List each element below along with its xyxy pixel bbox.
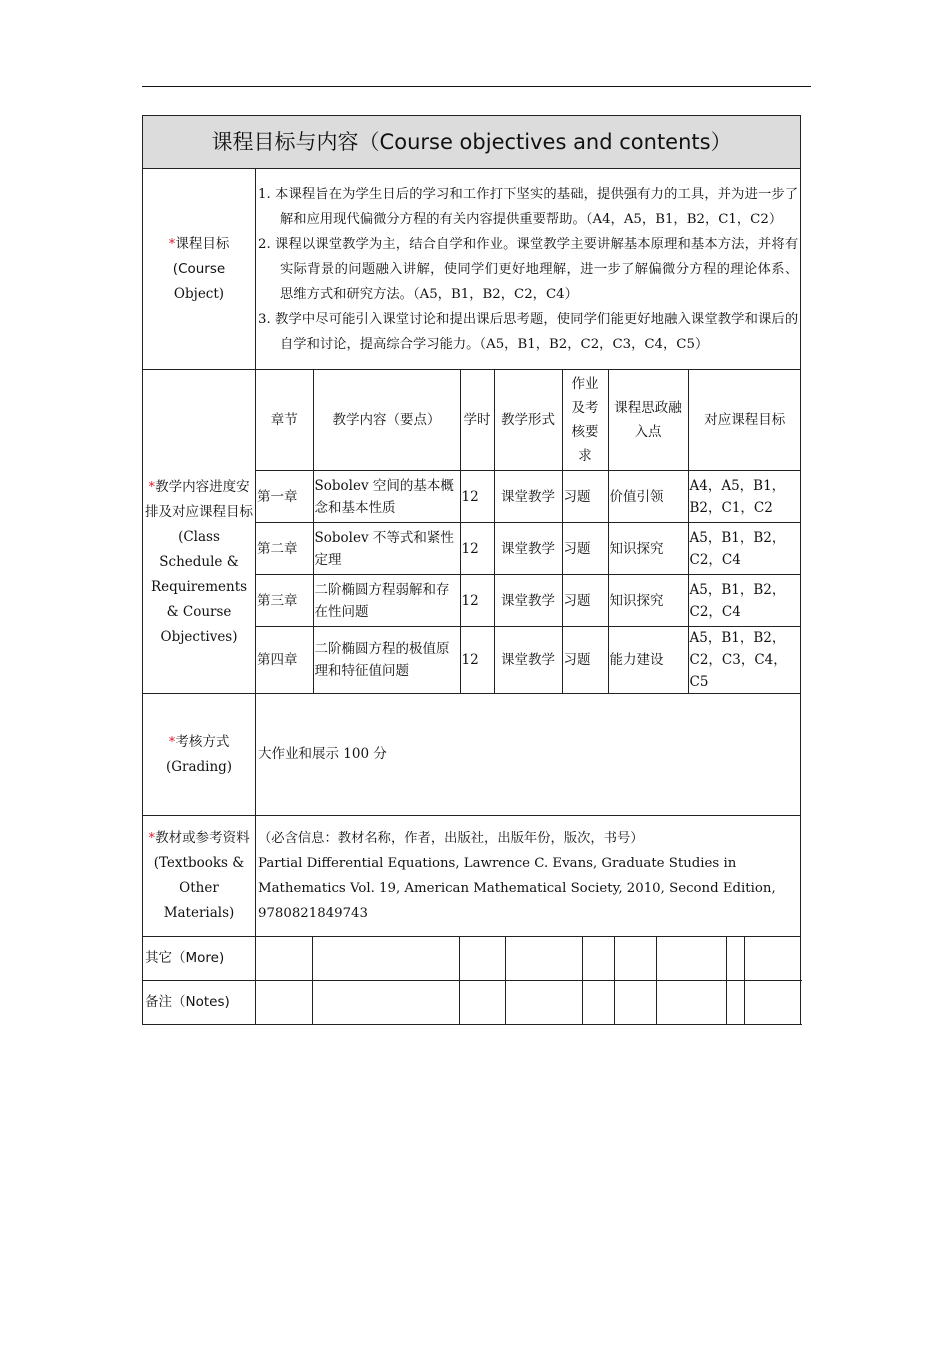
grading-label-cn: 考核方式 — [175, 733, 230, 750]
schedule-label-en: (Class Schedule & Requirements & Course Objectives) — [150, 529, 248, 645]
more-cell — [583, 937, 615, 981]
chapter-cell: 第二章 — [256, 523, 313, 575]
more-label: 其它（More) — [143, 937, 256, 981]
more-cell — [745, 937, 801, 981]
assessment-cell: 习题 — [562, 575, 608, 627]
table-row — [256, 575, 801, 627]
ideology-cell: 能力建设 — [608, 627, 688, 694]
hours-cell: 12 — [460, 627, 494, 694]
chapter-cell: 第四章 — [256, 627, 313, 694]
notes-cell — [657, 981, 727, 1025]
grading-label — [143, 694, 256, 816]
schedule-label-cn: 教学内容进度安排及对应课程目标 — [145, 479, 253, 520]
hours-cell: 12 — [460, 575, 494, 627]
objective-item-3: 3. 教学中尽可能引入课堂讨论和提出课后思考题，使同学们能更好地融入课堂教学和课后的自学和讨论，提高综合学习能力。（A5，B1，B2，C2，C3，C4，C5） — [258, 311, 799, 352]
table-row — [256, 627, 801, 694]
content-cell: 二阶椭圆方程弱解和存在性问题 — [313, 575, 460, 627]
section-title-text: 课程目标与内容（Course objectives and contents） — [211, 129, 732, 154]
content-cell: 二阶椭圆方程的极值原理和特征值问题 — [313, 627, 460, 694]
assessment-cell: 习题 — [562, 523, 608, 575]
more-cell — [657, 937, 727, 981]
assessment-cell: 习题 — [562, 471, 608, 523]
notes-cell — [615, 981, 657, 1025]
assessment-cell: 习题 — [562, 627, 608, 694]
ideology-cell: 知识探究 — [608, 575, 688, 627]
schedule-label — [143, 370, 256, 694]
textbooks-content — [256, 816, 801, 937]
textbooks-label-cn: 教材或参考资料 — [155, 830, 250, 846]
header-objectives: 对应课程目标 — [688, 370, 801, 471]
table-row — [256, 523, 801, 575]
form-cell: 课堂教学 — [494, 523, 562, 575]
more-cell — [313, 937, 460, 981]
header-rule — [142, 86, 811, 87]
header-chapter: 章节 — [256, 370, 313, 471]
objectives-label-en: Object) — [173, 285, 225, 302]
textbooks-reference: Partial Differential Equations, Lawrence C. Evans, Graduate Studies in Mathematics Vol. 19, American Mathematical Society, 2010, Second Edition, 9780821849743 — [258, 856, 776, 921]
schedule-table-cell — [256, 370, 801, 694]
content-cell: Sobolev 不等式和紧性定理 — [313, 523, 460, 575]
objectives-content — [256, 169, 801, 370]
textbooks-required-info: （必含信息：教材名称，作者，出版社，出版年份，版次，书号） — [258, 831, 644, 846]
course-table — [142, 115, 801, 1025]
objective-codes-cell: A4，A5，B1，B2，C1，C2 — [688, 471, 801, 523]
notes-label: 备注（Notes) — [143, 981, 256, 1025]
table-row — [256, 471, 801, 523]
hours-cell: 12 — [460, 523, 494, 575]
header-content: 教学内容（要点） — [313, 370, 460, 471]
ideology-cell: 价值引领 — [608, 471, 688, 523]
chapter-cell: 第三章 — [256, 575, 313, 627]
grading-label-en: (Grading) — [165, 758, 233, 775]
notes-cell — [460, 981, 506, 1025]
objectives-label — [143, 169, 256, 370]
notes-cell — [313, 981, 460, 1025]
schedule-table — [256, 370, 801, 693]
objective-item-1: 1. 本课程旨在为学生日后的学习和工作打下坚实的基础，提供强有力的工具，并为进一步了解和应用现代偏微分方程的有关内容提供重要帮助。（A4，A5，B1，B2，C1，C2） — [258, 186, 799, 227]
form-cell: 课堂教学 — [494, 575, 562, 627]
notes-cell — [583, 981, 615, 1025]
notes-cell — [506, 981, 583, 1025]
more-cell — [460, 937, 506, 981]
more-cell — [256, 937, 313, 981]
chapter-cell: 第一章 — [256, 471, 313, 523]
header-ideology: 课程思政融入点 — [608, 370, 688, 471]
textbooks-label-en: (Textbooks & Other Materials) — [153, 855, 245, 921]
section-title — [143, 116, 801, 169]
header-hours: 学时 — [460, 370, 494, 471]
required-star: * — [148, 479, 156, 495]
course-objectives-sheet — [142, 115, 800, 1025]
schedule-header-row — [256, 370, 801, 471]
objective-codes-cell: A5，B1，B2，C2，C3，C4，C5 — [689, 630, 787, 690]
content-cell: Sobolev 空间的基本概念和基本性质 — [313, 471, 460, 523]
more-cell — [506, 937, 583, 981]
notes-cell — [745, 981, 801, 1025]
form-cell: 课堂教学 — [494, 627, 562, 694]
header-teaching-form: 教学形式 — [494, 370, 562, 471]
more-cell — [615, 937, 657, 981]
textbooks-label — [143, 816, 256, 937]
required-star: * — [148, 830, 156, 846]
notes-cell — [256, 981, 313, 1025]
hours-cell: 12 — [460, 471, 494, 523]
header-assessment: 作业及考核要求 — [562, 370, 608, 471]
required-star: * — [168, 733, 176, 750]
required-star: * — [168, 235, 176, 252]
notes-cell — [727, 981, 745, 1025]
objectives-label-cn: 课程目标(Course — [172, 235, 230, 277]
objective-codes-cell: A5，B1，B2，C2，C4 — [688, 575, 801, 627]
objective-item-2: 2. 课程以课堂教学为主，结合自学和作业。课堂教学主要讲解基本原理和基本方法，并将有实际背景的问题融入讲解，使同学们更好地理解，进一步了解偏微分方程的理论体系、思维方式和研究方法。（A5，B1，B2，C2，C4） — [258, 236, 799, 302]
form-cell: 课堂教学 — [494, 471, 562, 523]
ideology-cell: 知识探究 — [608, 523, 688, 575]
objective-codes-cell: A5，B1，B2，C2，C4 — [688, 523, 801, 575]
grading-value: 大作业和展示 100 分 — [256, 694, 801, 816]
more-cell — [727, 937, 745, 981]
